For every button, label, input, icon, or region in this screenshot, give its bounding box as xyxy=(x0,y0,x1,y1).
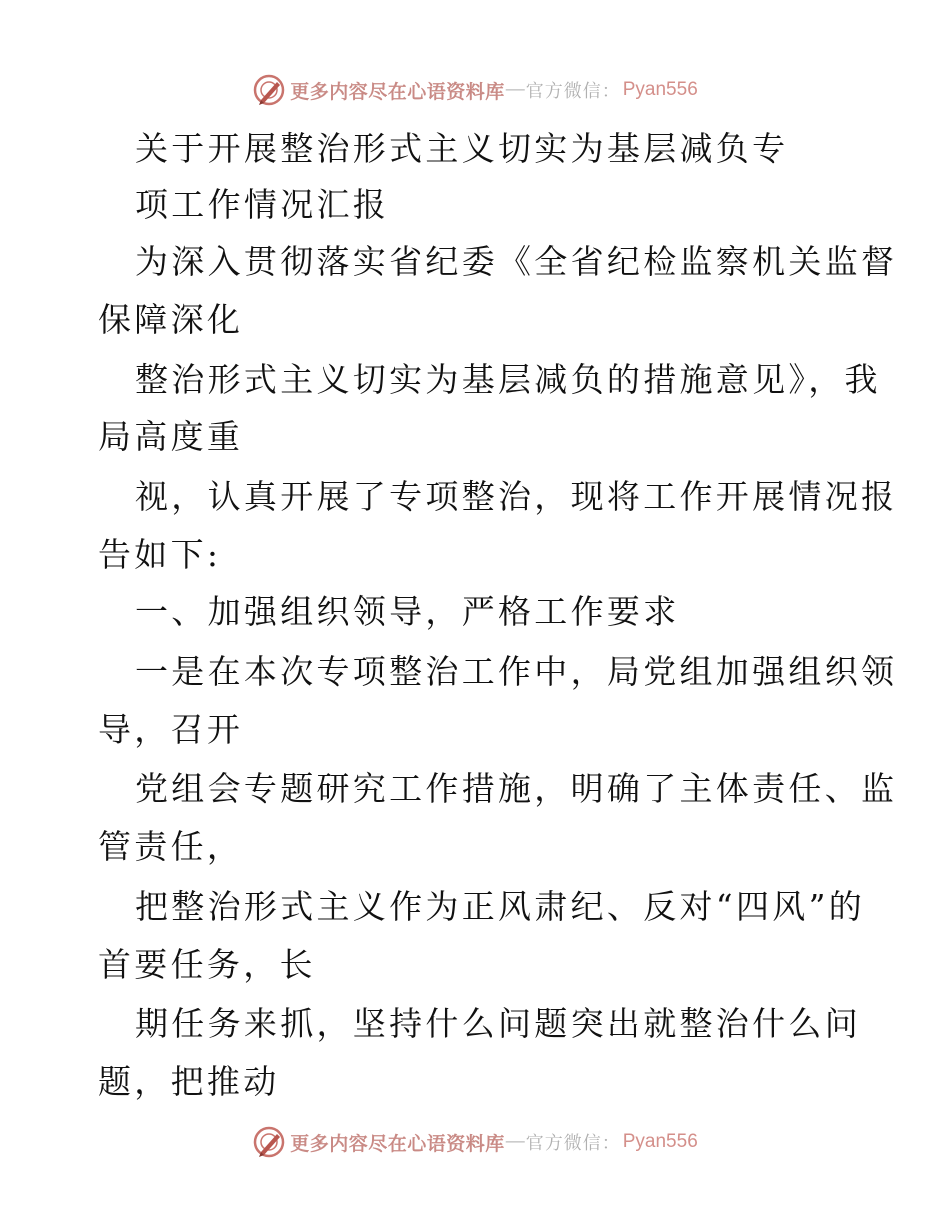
paragraph-line: 视，认真开展了专项整治，现将工作开展情况报 xyxy=(135,477,898,516)
watermark-site-text: 更多内容尽在心语资料库 xyxy=(290,1132,505,1155)
paragraph-line: 首要任务，长 xyxy=(98,945,316,984)
watermark-dash: — xyxy=(505,79,525,100)
paragraph-line: 保障深化 xyxy=(98,300,244,339)
paragraph-line: 局高度重 xyxy=(98,417,244,456)
paragraph-line: 导，召开 xyxy=(98,710,244,749)
paragraph-line: 一是在本次专项整治工作中，局党组加强组织领 xyxy=(135,652,898,691)
paragraph-line: 管责任， xyxy=(98,827,244,866)
pen-logo-icon xyxy=(252,73,286,107)
paragraph-line: 题，把推动 xyxy=(98,1062,280,1101)
watermark-dash: — xyxy=(505,1131,525,1152)
paragraph-line: 党组会专题研究工作措施，明确了主体责任、监 xyxy=(135,769,898,808)
watermark-wechat-id: Pyan556 xyxy=(622,79,698,100)
document-title-line-1: 关于开展整治形式主义切实为基层减负专 xyxy=(135,129,789,168)
paragraph-line: 整治形式主义切实为基层减负的措施意见》，我 xyxy=(135,360,881,399)
watermark-site-text: 更多内容尽在心语资料库 xyxy=(290,80,505,103)
watermark-wechat-label: 官方微信： xyxy=(525,1133,621,1154)
paragraph-line: 把整治形式主义作为正风肃纪、反对“四风”的 xyxy=(135,887,866,926)
header-watermark xyxy=(0,70,950,110)
paragraph-line: 为深入贯彻落实省纪委《全省纪检监察机关监督 xyxy=(135,242,898,281)
pen-logo-icon xyxy=(252,1125,286,1159)
watermark-wechat-id: Pyan556 xyxy=(622,1131,698,1152)
paragraph-line: 告如下: xyxy=(98,535,222,574)
watermark-wechat-label: 官方微信： xyxy=(525,81,621,102)
footer-watermark xyxy=(0,1122,950,1162)
section-heading: 一、加强组织领导，严格工作要求 xyxy=(135,592,680,631)
paragraph-line: 期任务来抓，坚持什么问题突出就整治什么问 xyxy=(135,1004,861,1043)
document-title-line-2: 项工作情况汇报 xyxy=(135,185,390,224)
